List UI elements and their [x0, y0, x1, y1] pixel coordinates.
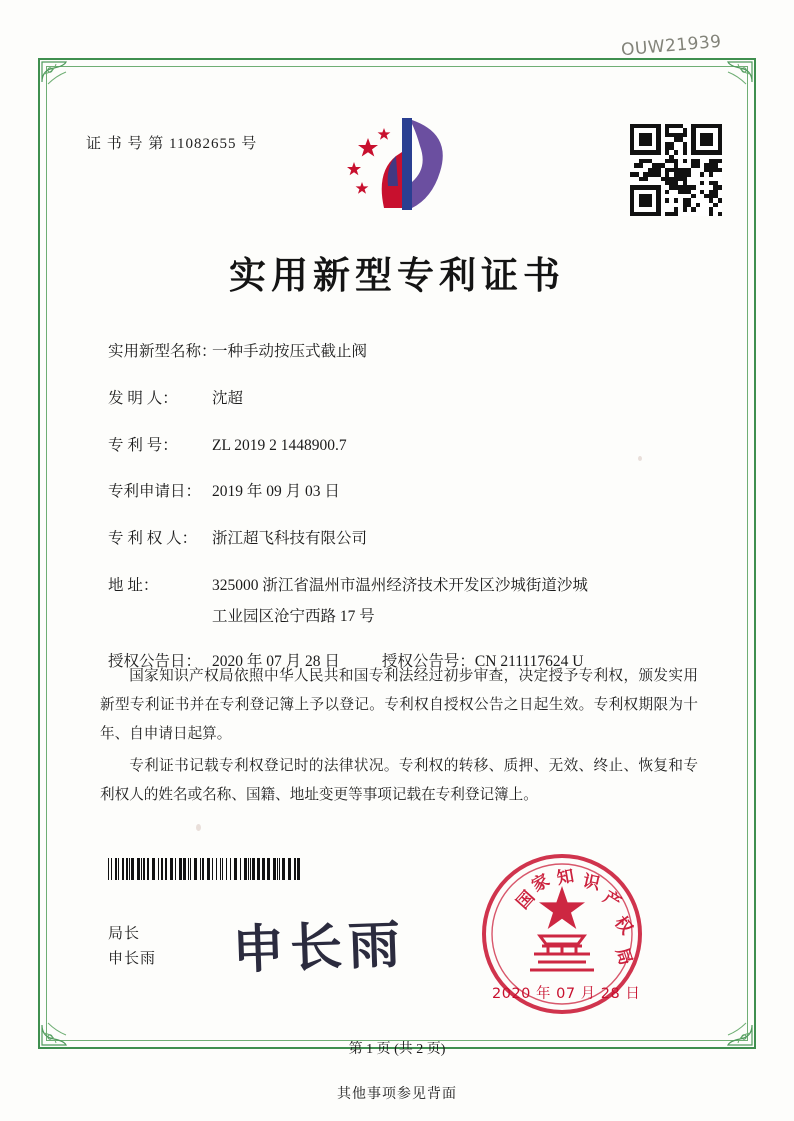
barcode [108, 858, 304, 880]
signature-block [108, 922, 156, 972]
paper-fleck [196, 824, 201, 831]
announcement-date-label: 授权公告日： [108, 652, 202, 670]
body-paragraph-1: 国家知识产权局依照中华人民共和国专利法经过初步审查，决定授予专利权，颁发实用新型专利证书并在专利登记簿上予以登记。专利权自授权公告之日起生效。专利权期限为十年、自申请日起算。 [100, 668, 698, 743]
cnipa-logo-icon [340, 112, 460, 218]
field-patent-number [108, 434, 708, 459]
announcement-number-value: CN 211117624 U [474, 652, 584, 670]
field-value: 325000 浙江省温州市温州经济技术开发区沙城街道沙城 [212, 576, 588, 594]
announcement-number-label: 授权公告号： [381, 652, 475, 670]
field-patentee [108, 527, 708, 552]
field-value: ZL 2019 2 1448900.7 [212, 436, 347, 454]
body-paragraph-2: 专利证书记载专利权登记时的法律状况。专利权的转移、质押、无效、终止、恢复和专利权人的姓名或名称、国籍、地址变更等事项记载在专利登记簿上。 [100, 757, 698, 803]
field-application-date [108, 480, 708, 505]
field-label: 专利申请日： [108, 483, 202, 501]
field-address-continued: 工业园区沧宁西路 17 号 [212, 607, 375, 625]
announcement-date-value: 2020 年 07 月 28 日 [212, 652, 340, 670]
svg-text:家: 家 [528, 870, 554, 897]
handwritten-signature: 申长雨 [231, 913, 408, 982]
certificate-number: 证 书 号 第 11082655 号 [86, 136, 258, 152]
field-label: 地 址： [108, 576, 159, 594]
field-label: 专 利 权 人： [108, 530, 198, 548]
qr-code [630, 124, 722, 216]
field-value: 2019 年 09 月 03 日 [212, 483, 340, 501]
svg-text:局: 局 [611, 945, 636, 968]
field-label: 专 利 号： [108, 436, 178, 454]
page-title: 实用新型专利证书 [229, 254, 565, 297]
seal-date: 2020 年 07 月 28 日 [492, 986, 641, 1002]
field-value: 一种手动按压式截止阀 [212, 343, 368, 360]
field-list [108, 340, 708, 690]
paper-fleck [638, 456, 642, 461]
svg-text:识: 识 [580, 871, 602, 895]
svg-text:权: 权 [610, 912, 637, 939]
body-text [100, 662, 698, 812]
field-value: 浙江超飞科技有限公司 [212, 530, 368, 548]
field-label: 实用新型名称： [108, 343, 217, 360]
field-inventor [108, 387, 708, 412]
field-value: 沈超 [212, 389, 244, 407]
svg-text:国: 国 [512, 887, 540, 914]
field-utility-model-name [108, 340, 708, 365]
director-title: 局长 [108, 926, 141, 942]
svg-text:知: 知 [555, 866, 576, 889]
footer-note: 其他事项参见背面 [337, 1087, 457, 1102]
field-address [108, 574, 708, 599]
director-name: 申长雨 [108, 950, 157, 967]
field-label: 发 明 人： [108, 389, 178, 407]
handwritten-archive-note: OUW21939 [620, 31, 723, 61]
page-number: 第 1 页 (共 2 页) [348, 1042, 446, 1057]
svg-text:产: 产 [599, 887, 625, 914]
